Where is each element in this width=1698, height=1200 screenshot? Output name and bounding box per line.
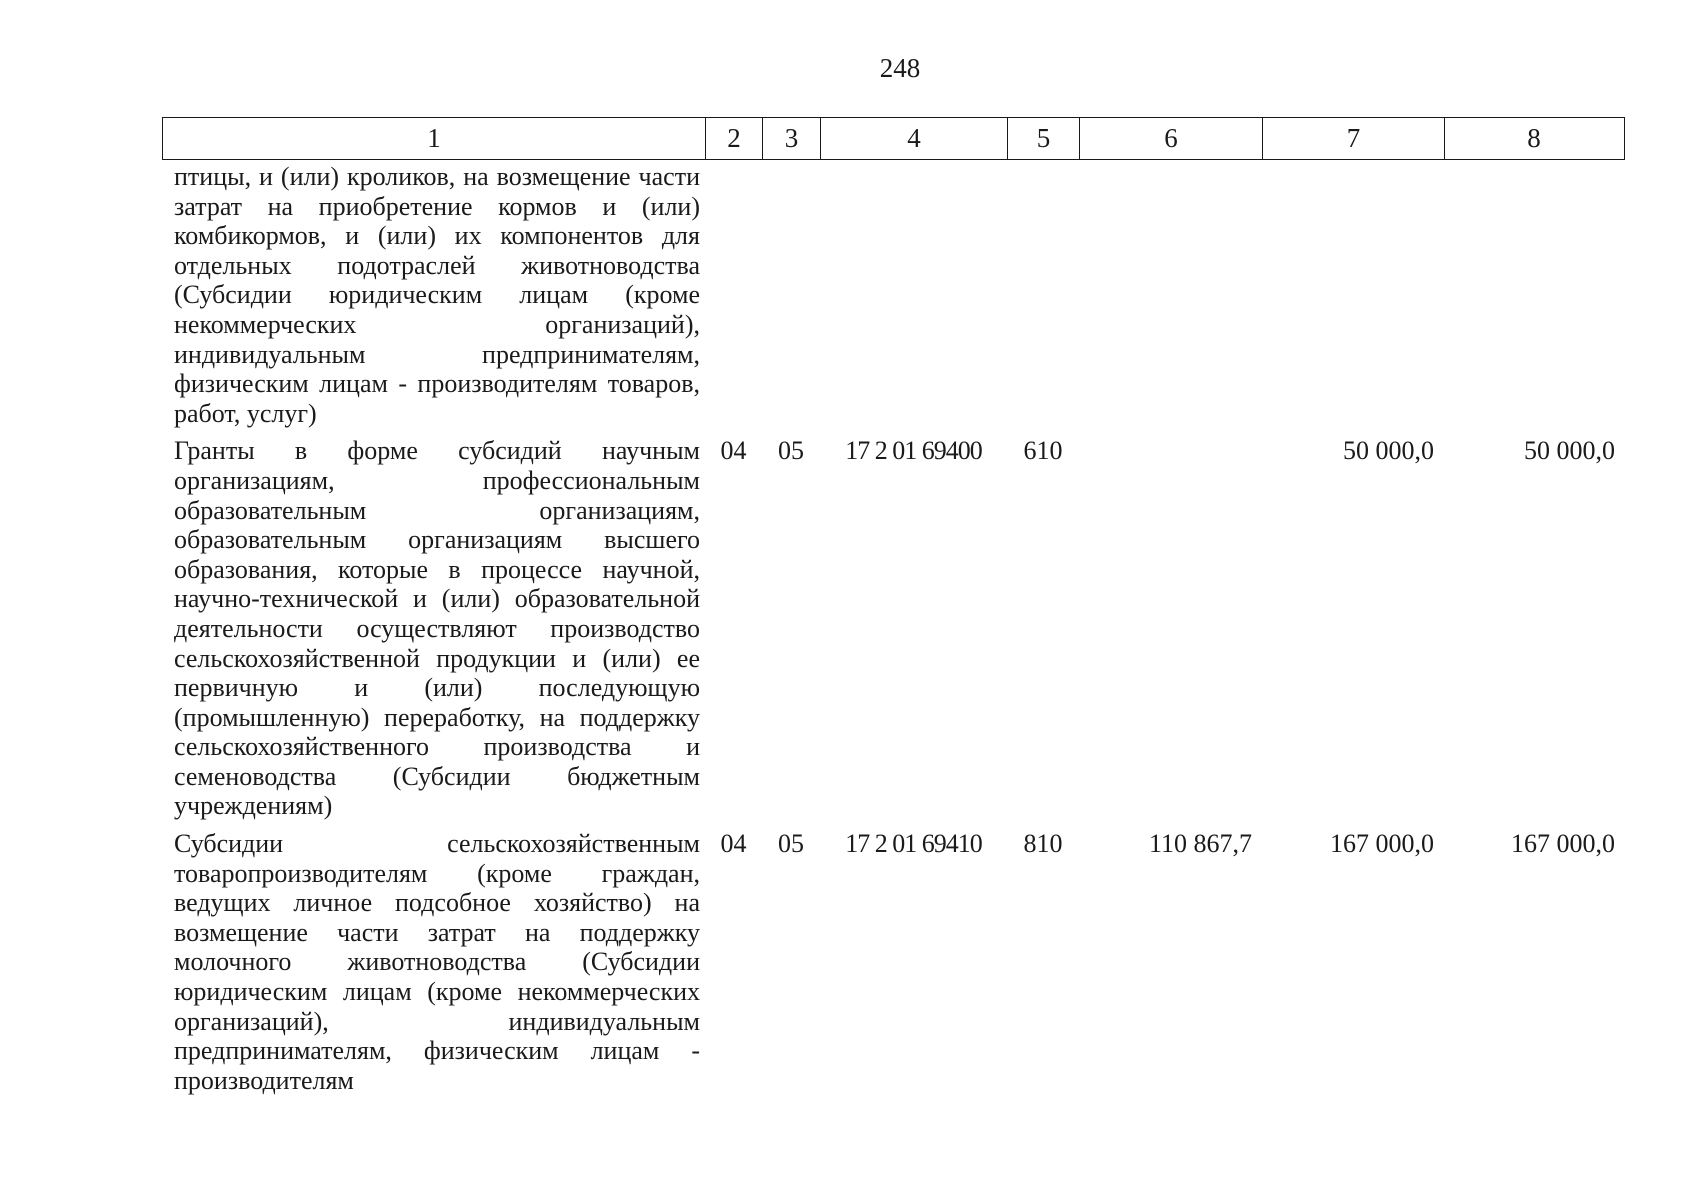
page-number: 248 (879, 53, 921, 83)
row-target-article: 17 2 01 69410 (845, 829, 982, 859)
header-col-4: 4 (821, 118, 1008, 159)
row-expense-type: 810 (1023, 829, 1063, 859)
row-subsection-code (762, 162, 820, 428)
row-amount-col7: 50 000,0 (1343, 436, 1434, 466)
row-amount-col6: 110 867,7 (1148, 829, 1252, 859)
header-col-1: 1 (163, 118, 706, 159)
header-col-7: 7 (1263, 118, 1445, 159)
row-description: Субсидии сельскохозяйственным товаропроизводителям (кроме граждан, ведущих личное подсобное хозяйство) на возмещение части затрат на поддержку молочного животноводства (Субсидии юридическим лицам (кроме некоммерческих организаций), индивидуальным предпринимателям, физическим лицам - производителям (174, 829, 700, 1095)
row-amount-col7 (1262, 162, 1444, 428)
row-expense-type: 610 (1023, 436, 1063, 466)
row-target-article (820, 162, 1007, 428)
table-row (162, 436, 1625, 821)
header-col-3: 3 (763, 118, 821, 159)
table-body (162, 162, 1625, 1095)
row-expense-type (1007, 162, 1079, 428)
row-amount-col7: 167 000,0 (1330, 829, 1434, 859)
table-header-row (162, 117, 1625, 160)
row-section-code: 04 (720, 436, 747, 466)
row-section-code (705, 162, 762, 428)
row-target-article: 17 2 01 69400 (845, 436, 982, 466)
row-amount-col6 (1079, 436, 1262, 821)
row-amount-col8: 167 000,0 (1511, 829, 1615, 859)
row-section-code: 04 (720, 829, 747, 859)
row-description: птицы, и (или) кроликов, на возмещение части затрат на приобретение кормов и (или) комбикормов, и (или) их компонентов для отдельных подотраслей животноводства (Субсидии юридическим лицам (кроме некоммерческих организаций), индивидуальным предпринимателям, физическим лицам - производителям товаров, работ, услуг) (174, 162, 700, 428)
table-row (162, 829, 1625, 1095)
row-amount-col6 (1079, 162, 1262, 428)
row-subsection-code: 05 (778, 436, 804, 466)
header-col-6: 6 (1080, 118, 1263, 159)
header-col-8: 8 (1527, 123, 1541, 153)
row-amount-col8: 50 000,0 (1524, 436, 1615, 466)
header-col-5: 5 (1008, 118, 1080, 159)
table-row (162, 162, 1625, 428)
row-subsection-code: 05 (778, 829, 804, 859)
row-amount-col8 (1444, 162, 1625, 428)
header-col-2: 2 (706, 118, 763, 159)
row-description: Гранты в форме субсидий научным организациям, профессиональным образовательным организациям, образовательным организациям высшего образования, которые в процессе научной, научно-технической и (или) образовательной деятельности осуществляют производство сельскохозяйственной продукции и (или) ее первичную и (или) последующую (промышленную) переработку, на поддержку сельскохозяйственного производства и семеноводства (Субсидии бюджетным учреждениям) (174, 436, 700, 821)
